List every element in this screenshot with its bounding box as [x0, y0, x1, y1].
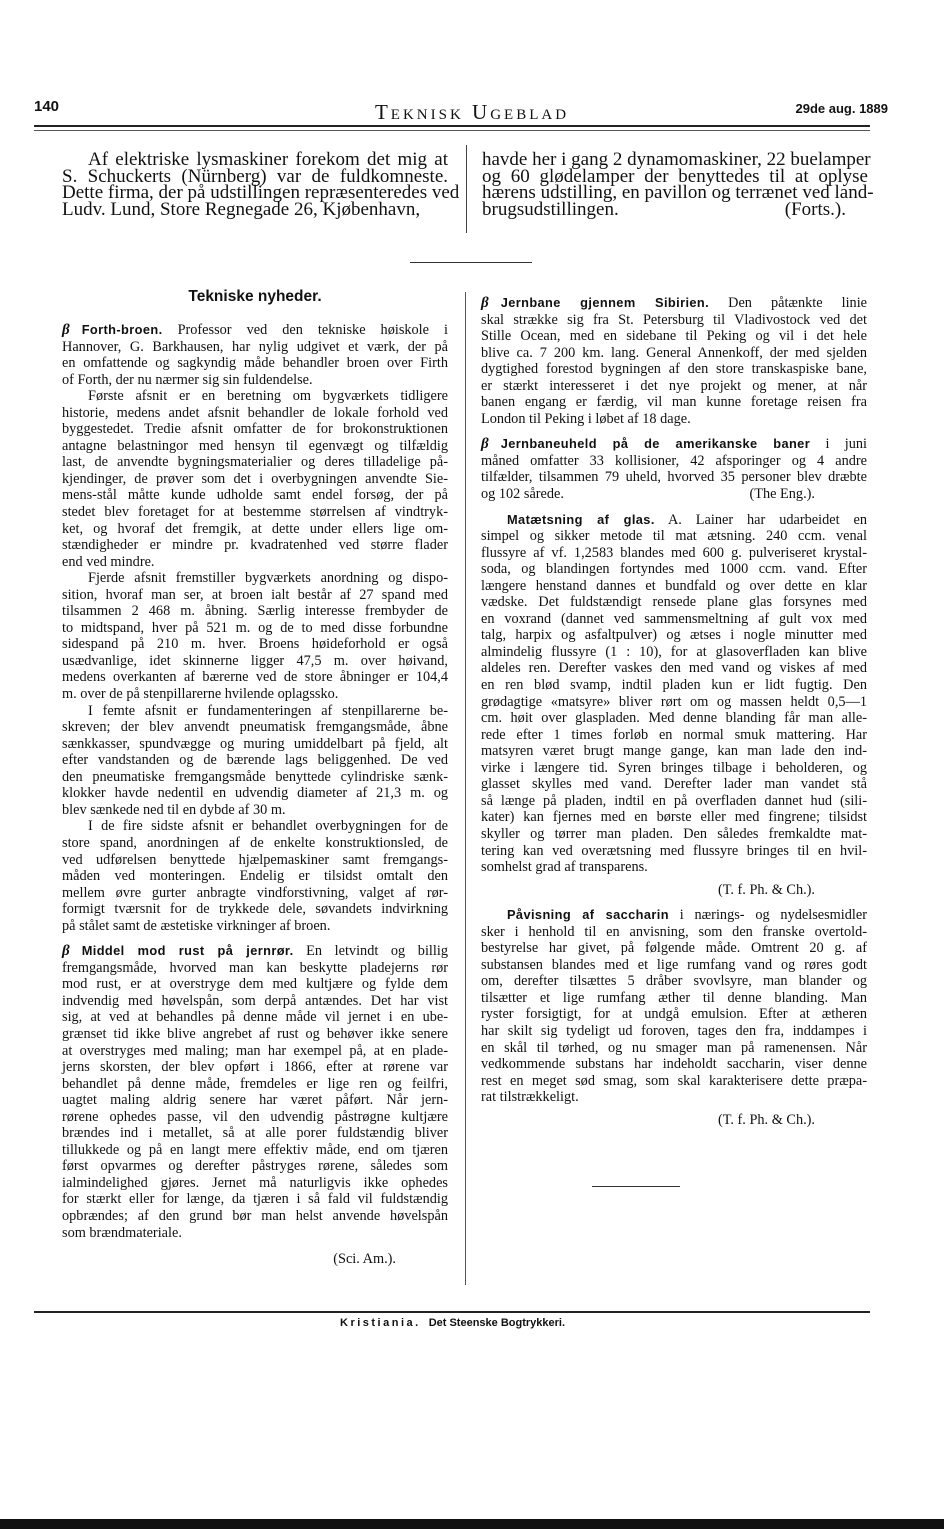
- line-text: kjendinger, de prøver som det i overbygningen anvendte Sie-: [62, 470, 448, 487]
- text-line: [62, 868, 448, 885]
- line-text: sidespand på 210 m. hver. Broens høideforhold er også: [62, 636, 448, 653]
- text-line: [62, 918, 448, 935]
- line-text: antagne belastningor med hensyn til egenvægt og tilfældig: [62, 437, 448, 454]
- paragraph: [481, 512, 867, 876]
- line-text: aldeles ren. Derefter vaskes den med vand og viskes af med: [481, 660, 867, 677]
- line-text: somhelst grad af transparens.: [481, 859, 648, 876]
- line-text: medens overkanten af bærerne ved de store åbninger er 104,4: [62, 669, 448, 686]
- text-line: [62, 1059, 448, 1076]
- line-text: Hannover, G. Barkhausen, har nylig udgivet et værk, der på: [62, 338, 448, 355]
- text-line: [62, 1092, 448, 1109]
- line-text: vedkommende substans har indeholdt saccharin, viser denne: [481, 1056, 867, 1073]
- line-text: en ren blød svamp, indtil pladen kun er lidt fugtig. Den: [481, 677, 867, 694]
- text-line: [481, 328, 867, 345]
- text-line: [62, 993, 448, 1010]
- line-text: end ved mindre.: [62, 553, 155, 570]
- text-line: [62, 603, 448, 620]
- line-text: en voxrand (dannet ved sammensmeltning af gult vox med: [481, 610, 867, 627]
- line-text: blev sænkede ned til en dybde af 30 m.: [62, 801, 286, 818]
- line-text: en omfattende og sagkyndig måde behandler broen over Firth: [62, 355, 448, 372]
- line-text: En letvindt og billig: [306, 943, 448, 960]
- line-text: sker i henhold til en anvisning, som den franske overtold-: [481, 923, 867, 940]
- beta-marker: β: [481, 295, 489, 311]
- line-text: store spand, anordningen af de enkelte konstruktionsled, de: [62, 834, 448, 851]
- text-line: [62, 769, 448, 786]
- line-text: stændigheder er mindre pr. kvadratenhed ved større flader: [62, 537, 448, 554]
- line-text: mellem øvre gurter anbragte vindforstivning, valget af rør-: [62, 884, 448, 901]
- text-line: [62, 1191, 448, 1208]
- line-text: tillukkede og på en langt mere effektiv måde, end om tjæren: [62, 1141, 448, 1158]
- line-text: har skilt sig tydeligt ud foroven, tages den fra, inddampes i: [481, 1022, 867, 1039]
- imprint-city: Kristiania.: [340, 1317, 421, 1329]
- line-text: soda, og blandingen fortyndes med 1000 ccm. vand. Efter: [481, 561, 867, 578]
- line-text: tilsætter et lige rumfang æther til denne blanding. Man: [481, 989, 867, 1006]
- text-line: [481, 394, 867, 411]
- line-text: bestyrelse har givet, på følgende måde. Omtrent 20 g. af: [481, 940, 867, 957]
- line-text: byggestedet. Tredie afsnit omfatter de for brokonstruktionen: [62, 421, 448, 438]
- paragraph: [62, 388, 448, 570]
- text-line: [62, 471, 448, 488]
- text-line: [62, 852, 448, 869]
- text-line: [481, 378, 867, 395]
- line-text: dygtighed forestod bygningen af den store transkaspiske bane,: [481, 361, 867, 378]
- text-line: [62, 669, 448, 686]
- text-line: [481, 793, 867, 810]
- line-text: brændes ind i metallet, så at alle porer fuldstændig bliver: [62, 1125, 448, 1142]
- text-line: [62, 504, 448, 521]
- article: [481, 512, 867, 899]
- text-line: [481, 486, 867, 503]
- paragraph: [481, 295, 867, 427]
- text-line: [62, 339, 448, 356]
- text-line: [481, 528, 867, 545]
- text-line: [481, 990, 867, 1007]
- text-line: [62, 1158, 448, 1175]
- line-text: Fjerde afsnit fremstiller bygværkets anordning og dispo-: [88, 570, 448, 587]
- text-line: [62, 636, 448, 653]
- text-line: [62, 703, 448, 720]
- line-text: først opvarmes og derefter påstryges rørene, således som: [62, 1158, 448, 1175]
- text-line: [481, 1040, 867, 1057]
- text-line: og 60 glødelamper der benyttedes til at oplyse: [482, 165, 868, 187]
- text-line: [481, 677, 867, 694]
- line-text: og 102 sårede.: [481, 486, 564, 503]
- text-line: [62, 1142, 448, 1159]
- line-text: of Forth, der nu nærmer sig sin fuldendelse.: [62, 371, 313, 388]
- line-text: brugsudstillingen.: [482, 198, 619, 220]
- source-citation: (Forts.).: [784, 198, 846, 220]
- text-line: [481, 295, 867, 312]
- text-line: [62, 587, 448, 604]
- line-text: rest en meget sød smag, som skal karakterisere dette præpa-: [481, 1072, 867, 1089]
- text-line: [481, 545, 867, 562]
- text-line: [481, 776, 867, 793]
- article-heading: Jernbane gjennem Sibirien.: [500, 295, 710, 310]
- paragraph: [481, 907, 867, 1106]
- line-text: jerns skorsten, der blev opført i 1866, efter at rørene var: [62, 1059, 448, 1076]
- line-text: en skål til tørhed, og nu smager man på ramenensen. Når: [481, 1039, 867, 1056]
- text-line: [481, 611, 867, 628]
- text-line: [62, 438, 448, 455]
- text-line: [62, 405, 448, 422]
- text-line: [62, 1009, 448, 1026]
- text-line: [62, 802, 448, 819]
- text-line: [62, 960, 448, 977]
- text-line: Dette firma, der på udstillingen repræsenteredes ved: [62, 182, 460, 204]
- text-line: [481, 1056, 867, 1073]
- text-line: [62, 372, 448, 389]
- text-line: [481, 1073, 867, 1090]
- text-line: havde her i gang 2 dynamomaskiner, 22 buelamper: [482, 149, 871, 170]
- article: [481, 436, 867, 502]
- text-line: [481, 644, 867, 661]
- line-text: stedet blev foretaget for at bestemme størrelsen af vindtryk-: [62, 504, 448, 521]
- text-line: [62, 943, 448, 960]
- line-text: blive ca. 7 200 km. lang. General Annenkoff, der med sjelden: [481, 344, 867, 361]
- text-line: [481, 660, 867, 677]
- text-line: [481, 627, 867, 644]
- text-line: [481, 345, 867, 362]
- text-line: [62, 686, 448, 703]
- text-line: [62, 736, 448, 753]
- line-text: kater) kan fjernes med en børste eller med fingrene; tilsidst: [481, 809, 867, 826]
- text-line: [62, 818, 448, 835]
- text-line: [481, 512, 867, 529]
- text-line: [481, 924, 867, 941]
- line-text: m. over de på stenpillarerne hvilende oplagssko.: [62, 686, 339, 703]
- text-line: hærens udstilling, en pavillon og terrænet ved land-: [482, 182, 874, 204]
- imprint-printer: Det Steenske Bogtrykkeri.: [428, 1317, 566, 1329]
- source-citation: (Sci. Am.).: [333, 1251, 396, 1268]
- article: [62, 322, 448, 934]
- line-text: på stålet samt de æstetiske virkninger af broen.: [62, 917, 331, 934]
- text-line: [481, 469, 867, 486]
- line-text: simpel og sikker metode til mat ætsning. 240 ccm. venal: [481, 528, 867, 545]
- text-line: [481, 1023, 867, 1040]
- article-heading: Middel mod rust på jernrør.: [81, 943, 294, 959]
- line-text: skreven; der blev anvendt pneumatisk fremgangsmåde, åbne: [62, 719, 448, 736]
- article-heading: Forth-broen.: [81, 322, 163, 337]
- line-text: Den påtænkte linie: [728, 295, 868, 311]
- text-line: [481, 578, 867, 595]
- text-line: [481, 594, 867, 611]
- text-line: [481, 809, 867, 826]
- source-citation: (T. f. Ph. & Ch.).: [717, 881, 815, 898]
- line-text: to midtspand, hver på 521 m. og de to med disse forbundne: [62, 619, 448, 636]
- line-text: Første afsnit er en beretning om bygværkets tidligere: [88, 388, 448, 405]
- line-text: måned omfatter 33 kollisioner, 42 afsporinger og 4 andre: [481, 452, 867, 469]
- column-divider: [465, 292, 466, 1285]
- line-text: mod rust, er at overstryge dem med kultjære og fylde dem: [62, 976, 448, 993]
- line-text: længere henstand dannes et bundfald og over dette en klar: [481, 577, 867, 594]
- line-text: sænkkasser, spundvægge og muring umiddelbart på fjeld, alt: [62, 735, 448, 752]
- line-text: A. Lainer har udarbeidet en: [667, 511, 867, 528]
- text-line: [62, 1125, 448, 1142]
- line-text: for stærkt eller for længe, da tjæren i så fald vil fuldstændig: [62, 1191, 448, 1208]
- line-text: formigt tværsnit for de trykkede dele, søvandets indvirkning: [62, 901, 448, 918]
- beta-marker: β: [62, 943, 70, 960]
- left-column: [62, 322, 448, 1277]
- line-text: indvendig med høvelspån, som derpå antændes. Det har vist: [62, 992, 448, 1009]
- paragraph: [62, 943, 448, 1241]
- text-line: [481, 694, 867, 711]
- text-line: [62, 322, 448, 339]
- line-text: grødagtige «matsyre» bliver rørt om og massen heldt 0,5—1: [481, 693, 867, 710]
- text-line: [62, 901, 448, 918]
- line-text: som brændmateriale.: [62, 1224, 182, 1241]
- line-text: ved udførelsen benyttede hjælpemaskiner samt fremgangs-: [62, 851, 448, 868]
- text-line: [481, 743, 867, 760]
- paragraph: [62, 703, 448, 819]
- line-text: skal strække sig fra St. Petersburg til Vladivostock ved det: [481, 311, 867, 328]
- line-text: cm. høit over glaspladen. Med denne blanding får man alle-: [481, 710, 867, 727]
- section-separator: [410, 262, 532, 263]
- text-line: [481, 843, 867, 860]
- article: [62, 943, 448, 1267]
- text-line: [62, 1109, 448, 1126]
- text-line: [62, 570, 448, 587]
- line-text: tilfælder, tilsammen 79 uheld, hvorved 35 personer blev dræbte: [481, 469, 867, 486]
- imprint: [340, 1317, 565, 1329]
- line-text: i juni: [825, 436, 868, 453]
- line-text: rørene ophedes passe, vil den udvendig påstrøgne kultjære: [62, 1108, 448, 1125]
- right-column: [481, 295, 867, 1137]
- line-text: almindelig flussyre (1 : 10), for at glasoverfladen kan blive: [481, 643, 867, 660]
- line-text: banen engang er færdig, vil man kunne foretage reisen fra: [481, 394, 867, 411]
- text-line: Ludv. Lund, Store Regnegade 26, Kjøbenhavn,: [62, 198, 421, 220]
- text-line: [62, 1026, 448, 1043]
- text-line: [62, 421, 448, 438]
- text-line: [481, 411, 867, 428]
- text-line: [62, 976, 448, 993]
- line-text: historie, medens andet afsnit behandler de lokale forhold ved: [62, 404, 448, 421]
- line-text: opbrændes; af den grund bør man helst anvende høvelspån: [62, 1207, 448, 1224]
- line-text: I femte afsnit er fundamenteringen af stenpillarerne be-: [88, 702, 448, 719]
- text-line: [481, 710, 867, 727]
- issue-date: 29de aug. 1889: [795, 101, 888, 116]
- text-line: [62, 537, 448, 554]
- line-text: i nærings- og nydelsesmidler: [679, 907, 867, 924]
- line-text: talg, harpix og asfaltpulver) og ætses i nogle minutter med: [481, 627, 867, 644]
- text-line: [62, 454, 448, 471]
- column-divider: [466, 145, 467, 233]
- line-text: uagtet maling aldrig senere har været påført. Når jern-: [62, 1092, 448, 1109]
- source-citation: (The Eng.).: [749, 486, 815, 503]
- beta-marker: β: [62, 322, 70, 338]
- text-line: [62, 521, 448, 538]
- text-line: [62, 885, 448, 902]
- intro-left-column: [62, 148, 460, 220]
- end-rule: [592, 1186, 680, 1187]
- paragraph: [62, 818, 448, 934]
- line-text: glasset skylles med vand. Derefter lader man vandet stå: [481, 776, 867, 793]
- line-text: fremgangsmåde, hvorved man kan beskytte pladejerns rør: [62, 959, 448, 976]
- text-line: [481, 361, 867, 378]
- text-line: [62, 1043, 448, 1060]
- scan-edge: [0, 1519, 944, 1529]
- intro-right-column: [482, 148, 874, 221]
- footer-rule: [34, 1311, 870, 1313]
- line-text: ryster forsigtigt, for at undgå emulsion. Efter at ætheren: [481, 1006, 867, 1023]
- article-heading: Matætsning af glas.: [507, 511, 655, 527]
- line-text: så længe på pladen, indtil en på overfladen dannet hud (sili-: [481, 792, 867, 809]
- line-text: usædvanlige, idet skinnerne ligger 47,5 m. over høivand,: [62, 652, 448, 669]
- line-text: I de fire sidste afsnit er behandlet overbygningen for de: [88, 818, 448, 835]
- line-text: måden ved monteringen. Endelig er tilsidst omtalt den: [62, 868, 448, 885]
- text-line: S. Schuckerts (Nürnberg) var de fuldkomneste.: [62, 165, 448, 187]
- text-line: [62, 653, 448, 670]
- text-line: [62, 1208, 448, 1225]
- article-heading: Jernbaneuheld på de amerikanske baner: [500, 436, 811, 452]
- text-line: [62, 752, 448, 769]
- text-line: [62, 1076, 448, 1093]
- line-text: tilsammen 2 468 m. åbning. Særlig interesse frembyder de: [62, 603, 448, 620]
- paragraph: [62, 322, 448, 388]
- text-line: [481, 907, 867, 924]
- line-text: rede efter 1 times forløb en normal smuk mattering. Har: [481, 726, 867, 743]
- text-line: [481, 727, 867, 744]
- line-text: den pneumatiske fremgangsmåde benyttede cylindriske sænk-: [62, 768, 448, 785]
- text-line: [481, 973, 867, 990]
- page-number: 140: [34, 98, 60, 115]
- line-text: skyller og tørrer man pladen. Den således fremkaldte mat-: [481, 825, 867, 842]
- text-line: [62, 487, 448, 504]
- text-line: [62, 1225, 448, 1242]
- section-title: Tekniske nyheder.: [188, 288, 322, 305]
- text-line: [481, 957, 867, 974]
- masthead: Teknisk Ugeblad: [374, 100, 570, 124]
- line-text: mens-stål måtte kunde udholde samt endel forsøg, der på: [62, 487, 448, 504]
- line-text: rat tilstrækkeligt.: [481, 1089, 579, 1106]
- line-text: efter vandstanden og de bærende lags beliggenhed. De ved: [62, 752, 448, 769]
- source-citation: (T. f. Ph. & Ch.).: [717, 1111, 815, 1128]
- article-heading: Påvisning af saccharin: [507, 907, 669, 923]
- line-text: er stærkt interesseret i det nye projekt og mener, at når: [481, 377, 867, 394]
- text-line: [481, 1089, 867, 1106]
- paragraph: [62, 570, 448, 702]
- text-line: [62, 554, 448, 571]
- text-line: [62, 388, 448, 405]
- text-line: [481, 1006, 867, 1023]
- line-text: behandlet på denne måde, fremdeles er lige ren og feilfri,: [62, 1075, 448, 1092]
- line-text: substansen blandes med et lige rumfang vand og røres godt: [481, 956, 867, 973]
- text-line: Af elektriske lysmaskiner forekom det mig at: [88, 149, 448, 170]
- line-text: flussyre af vf. 1,2583 blandes med 600 g. pulveriseret krystal-: [481, 544, 867, 561]
- text-line: [481, 436, 867, 453]
- line-text: London til Peking i løbet af 18 dage.: [481, 410, 691, 427]
- text-line: [481, 561, 867, 578]
- line-text: ialmindelighed gjøres. Jernet må naturligvis ikke ophedes: [62, 1174, 448, 1191]
- line-text: ket, og hvoraf det fremgik, at dette under ellers lige om-: [62, 520, 448, 537]
- line-text: grænset tid ikke blive angrebet af rust og behøver ikke senere: [62, 1025, 448, 1042]
- beta-marker: β: [481, 436, 489, 453]
- line-text: Professor ved den tekniske høiskole i: [177, 322, 448, 338]
- line-text: sig, at ved at behandles på denne måde vil jernet i en ube-: [62, 1009, 448, 1026]
- paragraph: [481, 436, 867, 502]
- line-text: matsyren været brugt mange gange, kan man lade den ind-: [481, 743, 867, 760]
- text-line: [481, 760, 867, 777]
- line-text: last, de anvendte bygningsmaterialier og deres tilladelige på-: [62, 454, 448, 471]
- text-line: [481, 453, 867, 470]
- text-line: [62, 1175, 448, 1192]
- article: [481, 295, 867, 427]
- text-line: [62, 620, 448, 637]
- text-line: [481, 940, 867, 957]
- line-text: Stille Ocean, med en sidebane til Peking og vil i det hele: [481, 328, 867, 345]
- line-text: at overstryges med maling; man har exempel på, at en plade-: [62, 1042, 448, 1059]
- line-text: sition, hvoraf man ser, at broen ialt består af 27 spand med: [62, 586, 448, 603]
- text-line: [481, 312, 867, 329]
- line-text: klokker havde nedentil en udvendig diameter af 21,3 m. og: [62, 785, 448, 802]
- text-line: [62, 719, 448, 736]
- line-text: vædske. Det fuldstændigt rensede plane glas forsynes med: [481, 594, 867, 611]
- line-text: virke i længere tid. Syren bringes tilbage i beholderen, og: [481, 759, 867, 776]
- text-line: [62, 785, 448, 802]
- text-line: [481, 859, 867, 876]
- text-line: [481, 826, 867, 843]
- article: [481, 907, 867, 1128]
- text-line: [62, 835, 448, 852]
- header-rule: [34, 125, 870, 131]
- text-line: [62, 355, 448, 372]
- line-text: om, derefter tilsættes 5 dråber svovlsyre, man blander og: [481, 973, 867, 990]
- line-text: tering kan ved overætsning med flussyre bringes til en hvil-: [481, 842, 867, 859]
